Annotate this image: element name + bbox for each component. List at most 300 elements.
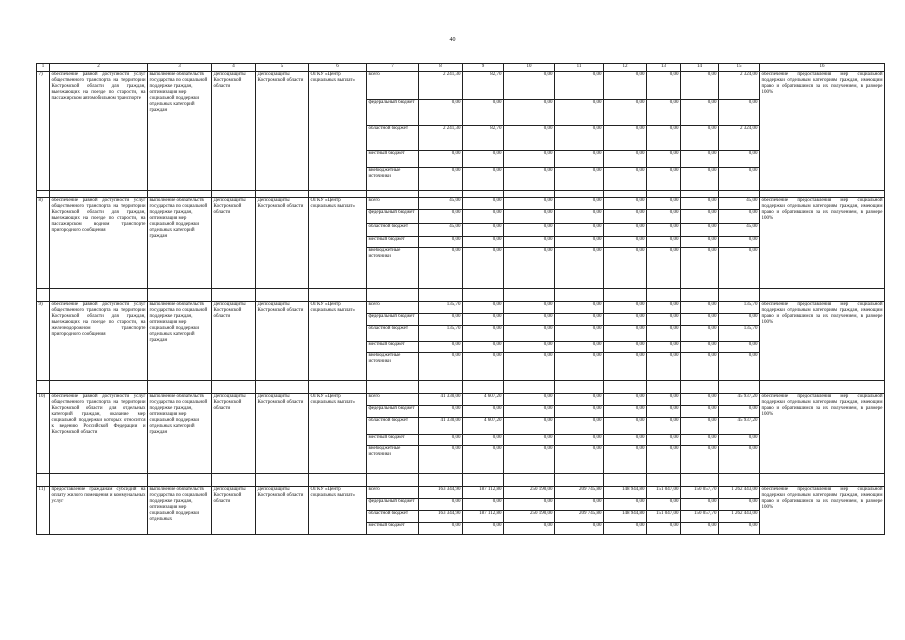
funding-source: федеральный бюджет <box>367 210 419 224</box>
expected-result: обеспечение предоставления мер социальной поддержки отдельным категориям граждан, имеющим право и обратившимся за их получением, в размере 100% <box>760 394 885 474</box>
amount-cell: 0,00 <box>719 314 760 326</box>
spacer-cell <box>647 381 681 394</box>
spacer-cell <box>148 289 212 302</box>
amount-cell: 0,00 <box>504 224 555 237</box>
obligation-text: выполнение обязательств государства по социальной поддержке граждан, оптимизация мер социальной поддержки отдельных категорий граждан <box>148 72 212 191</box>
amount-cell: 0,00 <box>604 210 647 224</box>
amount-cell: 0,00 <box>681 406 719 418</box>
obligation-text: выполнение обязательств государства по социальной поддержке граждан, оптимизация мер социальной поддержки отдельных категорий граждан <box>148 394 212 474</box>
amount-cell: 0,00 <box>647 326 681 342</box>
amount-cell: 0,00 <box>504 446 555 474</box>
spacer-cell <box>463 191 504 198</box>
amount-cell: 0,00 <box>647 406 681 418</box>
amount-cell: 0,00 <box>719 353 760 381</box>
amount-cell: 0,00 <box>647 126 681 151</box>
amount-cell: 150 057,70 <box>681 511 719 523</box>
amount-cell: 0,00 <box>647 435 681 446</box>
amount-cell: 0,00 <box>463 302 504 314</box>
spacer-cell <box>604 474 647 487</box>
amount-cell: 0,00 <box>681 342 719 353</box>
funding-source: местный бюджет <box>367 342 419 353</box>
amount-cell: 41 330,00 <box>419 394 463 406</box>
spacer-cell <box>37 381 50 394</box>
amount-cell: 0,00 <box>555 210 604 224</box>
amount-cell: 0,00 <box>504 342 555 353</box>
amount-cell: 0,00 <box>419 435 463 446</box>
amount-cell: 0,00 <box>647 168 681 191</box>
amount-cell: 1 262 443,00 <box>719 487 760 499</box>
amount-cell: 0,00 <box>604 523 647 535</box>
spacer-cell <box>681 289 719 302</box>
amount-cell: 0,00 <box>504 72 555 100</box>
amount-cell: 0,00 <box>504 210 555 224</box>
funding-source: внебюджетные источники <box>367 248 419 289</box>
amount-cell: 163 344,90 <box>419 511 463 523</box>
amount-cell: 187 112,80 <box>463 511 504 523</box>
amount-cell: 0,00 <box>463 224 504 237</box>
row-number: 7) <box>37 72 50 191</box>
amount-cell: 0,00 <box>604 314 647 326</box>
spacer-cell <box>504 191 555 198</box>
measure-description: предоставление гражданам субсидий на оплату жилого помещения и коммунальных услуг <box>50 487 148 535</box>
expected-result: обеспечение предоставления мер социальной поддержки отдельным категориям граждан, имеющим право и обратившимся за их получением, в размере 100% <box>760 302 885 381</box>
block-spacer <box>37 289 885 302</box>
responsible-department: Депсоцзащиты Костромской области <box>212 487 256 535</box>
funding-source: федеральный бюджет <box>367 100 419 126</box>
amount-cell: 0,00 <box>604 302 647 314</box>
spacer-cell <box>419 289 463 302</box>
amount-cell: 0,00 <box>604 237 647 248</box>
row-number: 8) <box>37 198 50 289</box>
executor: Депсоцзащиты Костромской области <box>256 302 309 381</box>
amount-cell: 45 937,20 <box>719 418 760 435</box>
funding-source: федеральный бюджет <box>367 406 419 418</box>
amount-cell: 0,00 <box>463 198 504 210</box>
amount-cell: 0,00 <box>604 326 647 342</box>
amount-cell: 0,00 <box>555 418 604 435</box>
spacer-cell <box>309 381 367 394</box>
amount-cell: 0,00 <box>419 523 463 535</box>
funding-source: местный бюджет <box>367 523 419 535</box>
funding-source: всего <box>367 302 419 314</box>
spacer-cell <box>212 474 256 487</box>
amount-cell: 250 190,00 <box>504 487 555 499</box>
spacer-cell <box>555 381 604 394</box>
responsible-department: Депсоцзащиты Костромской области <box>212 72 256 191</box>
spacer-cell <box>504 381 555 394</box>
measure-description: обеспечение равной доступности услуг общественного транспорта на территории Костромской области для отдельных категорий граждан, оказание мер социальной поддержки которых относится к ведению Российской Федерации и Костромской области <box>50 394 148 474</box>
funding-source: местный бюджет <box>367 435 419 446</box>
column-number: 10 <box>504 64 555 72</box>
obligation-text: выполнение обязательств государства по социальной поддержке граждан, оптимизация мер социальной поддержки отдельных категорий граждан <box>148 198 212 289</box>
amount-cell: 0,00 <box>555 248 604 289</box>
amount-cell: 82,70 <box>463 72 504 100</box>
funding-source: всего <box>367 198 419 210</box>
amount-cell: 0,00 <box>604 248 647 289</box>
agency: ОГКУ «Центр социальных выплат» <box>309 198 367 289</box>
block-spacer <box>37 381 885 394</box>
amount-cell: 0,00 <box>463 100 504 126</box>
executor: Депсоцзащиты Костромской области <box>256 198 309 289</box>
amount-cell: 0,00 <box>681 168 719 191</box>
amount-cell: 2 241,30 <box>419 126 463 151</box>
column-number: 12 <box>604 64 647 72</box>
amount-cell: 2 241,30 <box>419 72 463 100</box>
amount-cell: 0,00 <box>681 314 719 326</box>
amount-cell: 0,00 <box>681 237 719 248</box>
amount-cell: 4 607,20 <box>463 394 504 406</box>
amount-cell: 0,00 <box>504 406 555 418</box>
spacer-cell <box>367 381 419 394</box>
amount-cell: 0,00 <box>504 314 555 326</box>
amount-cell: 0,00 <box>647 418 681 435</box>
column-number: 1 <box>37 64 50 72</box>
amount-cell: 0,00 <box>419 100 463 126</box>
amount-cell: 0,00 <box>604 100 647 126</box>
amount-cell: 0,00 <box>504 100 555 126</box>
spacer-cell <box>555 289 604 302</box>
amount-cell: 0,00 <box>555 151 604 168</box>
column-number: 2 <box>50 64 148 72</box>
amount-cell: 45,00 <box>419 224 463 237</box>
responsible-department: Депсоцзащиты Костромской области <box>212 302 256 381</box>
amount-cell: 0,00 <box>604 353 647 381</box>
amount-cell: 0,00 <box>604 499 647 511</box>
amount-cell: 0,00 <box>463 151 504 168</box>
amount-cell: 0,00 <box>604 151 647 168</box>
funding-source: всего <box>367 72 419 100</box>
amount-cell: 0,00 <box>463 237 504 248</box>
spacer-cell <box>37 289 50 302</box>
amount-cell: 0,00 <box>647 237 681 248</box>
amount-cell: 0,00 <box>463 523 504 535</box>
table-row <box>37 302 885 314</box>
executor: Депсоцзащиты Костромской области <box>256 487 309 535</box>
spacer-cell <box>309 289 367 302</box>
spacer-cell <box>504 474 555 487</box>
amount-cell: 0,00 <box>504 198 555 210</box>
spacer-cell <box>212 381 256 394</box>
column-number: 5 <box>256 64 309 72</box>
amount-cell: 0,00 <box>681 326 719 342</box>
amount-cell: 0,00 <box>647 224 681 237</box>
spacer-cell <box>50 289 148 302</box>
amount-cell: 135,70 <box>419 326 463 342</box>
amount-cell: 0,00 <box>504 126 555 151</box>
amount-cell: 0,00 <box>647 446 681 474</box>
funding-source: областной бюджет <box>367 126 419 151</box>
amount-cell: 0,00 <box>647 523 681 535</box>
row-number: 9) <box>37 302 50 381</box>
block-spacer <box>37 191 885 198</box>
column-number: 9 <box>463 64 504 72</box>
amount-cell: 0,00 <box>604 342 647 353</box>
amount-cell: 0,00 <box>504 151 555 168</box>
spacer-cell <box>367 474 419 487</box>
spacer-cell <box>604 289 647 302</box>
amount-cell: 0,00 <box>681 418 719 435</box>
amount-cell: 0,00 <box>463 353 504 381</box>
amount-cell: 0,00 <box>604 446 647 474</box>
spacer-cell <box>463 289 504 302</box>
amount-cell: 0,00 <box>555 126 604 151</box>
amount-cell: 4 607,20 <box>463 418 504 435</box>
spacer-cell <box>419 381 463 394</box>
amount-cell: 0,00 <box>555 237 604 248</box>
spacer-cell <box>37 191 50 198</box>
amount-cell: 0,00 <box>504 237 555 248</box>
program-table <box>36 63 885 535</box>
amount-cell: 0,00 <box>681 435 719 446</box>
amount-cell: 0,00 <box>555 499 604 511</box>
amount-cell: 0,00 <box>555 72 604 100</box>
spacer-cell <box>148 191 212 198</box>
amount-cell: 0,00 <box>719 342 760 353</box>
amount-cell: 0,00 <box>419 314 463 326</box>
amount-cell: 0,00 <box>555 353 604 381</box>
spacer-cell <box>647 289 681 302</box>
amount-cell: 0,00 <box>504 353 555 381</box>
executor: Депсоцзащиты Костромской области <box>256 394 309 474</box>
amount-cell: 0,00 <box>719 499 760 511</box>
amount-cell: 0,00 <box>463 406 504 418</box>
amount-cell: 209 745,80 <box>555 511 604 523</box>
amount-cell: 148 944,80 <box>604 487 647 499</box>
spacer-cell <box>256 191 309 198</box>
amount-cell: 0,00 <box>681 499 719 511</box>
amount-cell: 135,70 <box>719 326 760 342</box>
amount-cell: 0,00 <box>504 394 555 406</box>
amount-cell: 0,00 <box>419 446 463 474</box>
spacer-cell <box>504 289 555 302</box>
amount-cell: 0,00 <box>681 72 719 100</box>
table-row <box>37 394 885 406</box>
funding-source: областной бюджет <box>367 418 419 435</box>
amount-cell: 0,00 <box>604 198 647 210</box>
column-number: 14 <box>681 64 719 72</box>
amount-cell: 0,00 <box>604 126 647 151</box>
funding-source: местный бюджет <box>367 237 419 248</box>
spacer-cell <box>367 191 419 198</box>
spacer-cell <box>647 474 681 487</box>
amount-cell: 187 112,80 <box>463 487 504 499</box>
amount-cell: 0,00 <box>504 435 555 446</box>
amount-cell: 0,00 <box>555 302 604 314</box>
agency: ОГКУ «Центр социальных выплат» <box>309 302 367 381</box>
amount-cell: 0,00 <box>419 248 463 289</box>
spacer-cell <box>555 191 604 198</box>
funding-source: внебюджетные источники <box>367 446 419 474</box>
amount-cell: 0,00 <box>681 446 719 474</box>
funding-source: местный бюджет <box>367 151 419 168</box>
measure-description: обеспечение равной доступности услуг общественного транспорта на территории Костромской области для граждан, выезжающих на поезде по старости, на пассажирском автомобильном транспорте <box>50 72 148 191</box>
spacer-cell <box>681 381 719 394</box>
spacer-cell <box>604 381 647 394</box>
amount-cell: 0,00 <box>555 314 604 326</box>
amount-cell: 0,00 <box>681 210 719 224</box>
amount-cell: 0,00 <box>604 72 647 100</box>
amount-cell: 0,00 <box>555 406 604 418</box>
amount-cell: 2 324,00 <box>719 126 760 151</box>
funding-source: федеральный бюджет <box>367 499 419 511</box>
amount-cell: 0,00 <box>681 151 719 168</box>
amount-cell: 250 190,00 <box>504 511 555 523</box>
amount-cell: 0,00 <box>555 198 604 210</box>
amount-cell: 0,00 <box>647 302 681 314</box>
amount-cell: 0,00 <box>504 523 555 535</box>
spacer-cell <box>212 191 256 198</box>
amount-cell: 163 344,90 <box>419 487 463 499</box>
spacer-cell <box>760 191 885 198</box>
expected-result: обеспечение предоставления мер социальной поддержки отдельным категориям граждан, имеющим право и обратившимся за их получением, в размере 100% <box>760 72 885 191</box>
amount-cell: 0,00 <box>504 248 555 289</box>
spacer-cell <box>212 289 256 302</box>
amount-cell: 0,00 <box>463 342 504 353</box>
amount-cell: 0,00 <box>647 394 681 406</box>
spacer-cell <box>50 191 148 198</box>
amount-cell: 45,00 <box>719 224 760 237</box>
spacer-cell <box>256 289 309 302</box>
column-number: 3 <box>148 64 212 72</box>
spacer-cell <box>37 474 50 487</box>
amount-cell: 0,00 <box>604 406 647 418</box>
amount-cell: 0,00 <box>681 126 719 151</box>
amount-cell: 1 262 443,00 <box>719 511 760 523</box>
amount-cell: 0,00 <box>555 100 604 126</box>
funding-source: внебюджетные источники <box>367 353 419 381</box>
page-number: 40 <box>449 37 456 43</box>
funding-source: областной бюджет <box>367 224 419 237</box>
spacer-cell <box>419 191 463 198</box>
spacer-cell <box>760 474 885 487</box>
amount-cell: 0,00 <box>681 523 719 535</box>
amount-cell: 45,00 <box>419 198 463 210</box>
amount-cell: 0,00 <box>504 168 555 191</box>
amount-cell: 151 047,00 <box>647 487 681 499</box>
amount-cell: 0,00 <box>555 326 604 342</box>
expected-result: обеспечение предоставления мер социальной поддержки отдельным категориям граждан, имеющим право и обратившимся за их получением, в размере 100% <box>760 198 885 289</box>
amount-cell: 0,00 <box>647 314 681 326</box>
amount-cell: 0,00 <box>555 394 604 406</box>
spacer-cell <box>555 474 604 487</box>
column-number: 13 <box>647 64 681 72</box>
agency: ОГКУ «Центр социальных выплат» <box>309 394 367 474</box>
amount-cell: 45 937,20 <box>719 394 760 406</box>
amount-cell: 0,00 <box>419 168 463 191</box>
column-number: 8 <box>419 64 463 72</box>
amount-cell: 0,00 <box>419 210 463 224</box>
obligation-text: выполнение обязательств государства по социальной поддержке граждан, оптимизация мер социальной поддержки отдельных <box>148 487 212 535</box>
amount-cell: 0,00 <box>555 446 604 474</box>
amount-cell: 0,00 <box>604 168 647 191</box>
spacer-cell <box>719 289 760 302</box>
amount-cell: 0,00 <box>604 224 647 237</box>
column-number: 11 <box>555 64 604 72</box>
amount-cell: 0,00 <box>719 210 760 224</box>
funding-source: областной бюджет <box>367 326 419 342</box>
amount-cell: 0,00 <box>419 237 463 248</box>
amount-cell: 2 324,00 <box>719 72 760 100</box>
amount-cell: 151 047,00 <box>647 511 681 523</box>
amount-cell: 0,00 <box>719 168 760 191</box>
amount-cell: 0,00 <box>463 326 504 342</box>
amount-cell: 0,00 <box>604 418 647 435</box>
amount-cell: 0,00 <box>647 151 681 168</box>
block-spacer <box>37 474 885 487</box>
amount-cell: 0,00 <box>647 100 681 126</box>
amount-cell: 0,00 <box>463 499 504 511</box>
spacer-cell <box>309 474 367 487</box>
amount-cell: 0,00 <box>463 446 504 474</box>
amount-cell: 0,00 <box>719 523 760 535</box>
spacer-cell <box>647 191 681 198</box>
amount-cell: 0,00 <box>463 435 504 446</box>
amount-cell: 45,00 <box>719 198 760 210</box>
amount-cell: 0,00 <box>555 342 604 353</box>
amount-cell: 209 745,80 <box>555 487 604 499</box>
responsible-department: Депсоцзащиты Костромской области <box>212 198 256 289</box>
amount-cell: 0,00 <box>719 151 760 168</box>
amount-cell: 0,00 <box>419 353 463 381</box>
amount-cell: 0,00 <box>681 100 719 126</box>
row-number: 10) <box>37 394 50 474</box>
spacer-cell <box>148 381 212 394</box>
amount-cell: 0,00 <box>647 353 681 381</box>
amount-cell: 0,00 <box>681 302 719 314</box>
spacer-cell <box>681 191 719 198</box>
spacer-cell <box>256 474 309 487</box>
amount-cell: 148 944,80 <box>604 511 647 523</box>
amount-cell: 0,00 <box>647 72 681 100</box>
column-number: 4 <box>212 64 256 72</box>
amount-cell: 0,00 <box>719 100 760 126</box>
measure-description: обеспечение равной доступности услуг общественного транспорта на территории Костромской области для граждан, выезжающих на поезде по старости, на железнодорожном транспорте пригородного сообщения <box>50 302 148 381</box>
obligation-text: выполнение обязательств государства по социальной поддержке граждан, оптимизация мер социальной поддержки отдельных категорий граждан <box>148 302 212 381</box>
amount-cell: 41 330,00 <box>419 418 463 435</box>
amount-cell: 0,00 <box>419 342 463 353</box>
amount-cell: 0,00 <box>504 302 555 314</box>
expected-result: обеспечение предоставления мер социальной поддержки отдельным категориям граждан, имеющим право и обратившимся за их получением, в размере 100% <box>760 487 885 535</box>
amount-cell: 0,00 <box>419 151 463 168</box>
amount-cell: 0,00 <box>463 210 504 224</box>
spacer-cell <box>719 191 760 198</box>
funding-source: всего <box>367 394 419 406</box>
column-number-header-row <box>37 64 885 72</box>
amount-cell: 0,00 <box>719 406 760 418</box>
amount-cell: 0,00 <box>647 342 681 353</box>
spacer-cell <box>463 381 504 394</box>
spacer-cell <box>719 474 760 487</box>
table-row <box>37 72 885 100</box>
amount-cell: 0,00 <box>463 314 504 326</box>
amount-cell: 0,00 <box>681 198 719 210</box>
amount-cell: 0,00 <box>681 248 719 289</box>
column-number: 15 <box>719 64 760 72</box>
amount-cell: 0,00 <box>647 198 681 210</box>
spacer-cell <box>256 381 309 394</box>
spacer-cell <box>760 381 885 394</box>
spacer-cell <box>367 289 419 302</box>
amount-cell: 0,00 <box>719 435 760 446</box>
amount-cell: 0,00 <box>647 210 681 224</box>
amount-cell: 0,00 <box>604 435 647 446</box>
amount-cell: 0,00 <box>647 499 681 511</box>
spacer-cell <box>50 474 148 487</box>
table-row <box>37 198 885 210</box>
amount-cell: 135,70 <box>719 302 760 314</box>
amount-cell: 135,70 <box>419 302 463 314</box>
funding-source: всего <box>367 487 419 499</box>
